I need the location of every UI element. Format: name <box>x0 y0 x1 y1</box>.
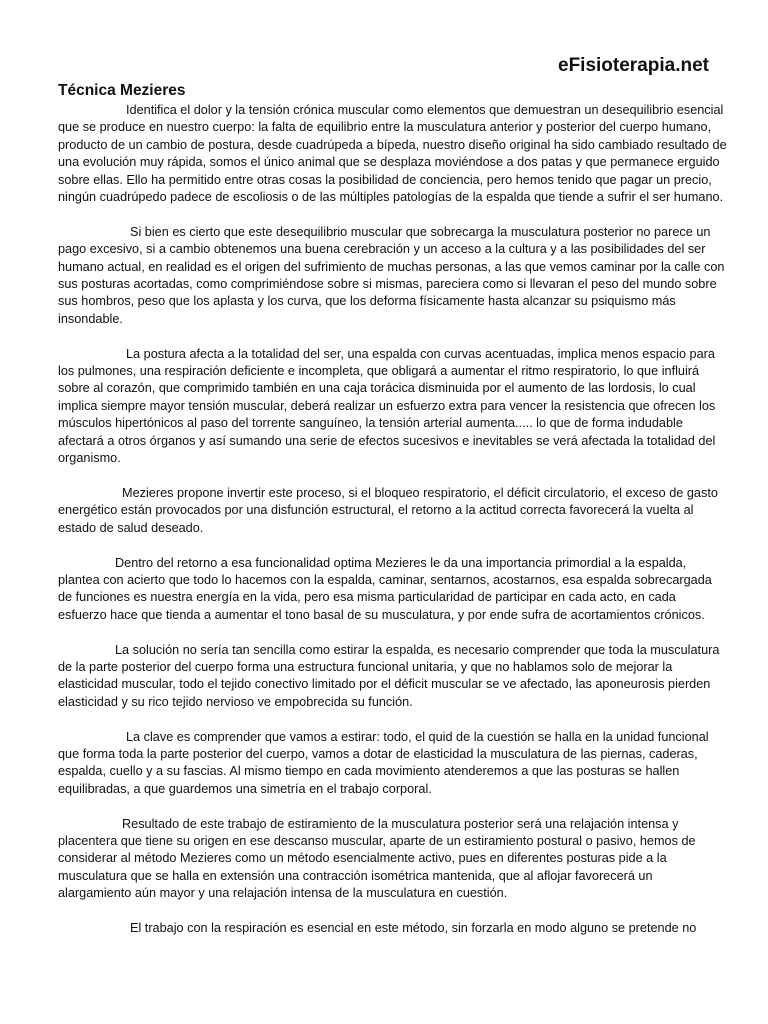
document-body <box>58 102 728 955</box>
paragraph-2: Si bien es cierto que este desequilibrio muscular que sobrecarga la musculatura posterior no parece un pago excesivo, si a cambio obtenemos una buena cerebración y un acceso a la cultura y a las posibilidades del ser humano actual, en realidad es el origen del sufrimiento de muchas personas, a las que vemos caminar por la calle con sus posturas acortadas, como comprimiéndose sobre si mismas, pareciera como si llevaran el peso del mundo sobre sus hombros, peso que los aplasta y los curva, que los deforma físicamente hasta alcanzar su psiquismo más insondable. <box>58 224 725 326</box>
paragraph-6: La solución no sería tan sencilla como estirar la espalda, es necesario comprender que toda la musculatura de la parte posterior del cuerpo forma una estructura funcional unitaria, y que no hablamos solo de mejorar la elasticidad muscular, todo el tejido conectivo limitado por el déficit muscular se ve afectado, las aponeurosis pierden elasticidad y su rico tejido nervioso ve empobrecida su función. <box>58 642 720 709</box>
paragraph-5: Dentro del retorno a esa funcionalidad optima Mezieres le da una importancia primordial a la espalda, plantea con acierto que todo lo hacemos con la espalda, caminar, sentarnos, acostarnos, esa espalda sobrecargada de funciones es nuestra energía en la vida, pero esa misma particularidad de participar en cada acto, en cada esfuerzo hace que tienda a aumentar el tono basal de su musculatura, y por ende sufra de acortamientos crónicos. <box>58 555 712 622</box>
document-title: Técnica Mezieres <box>58 82 186 99</box>
paragraph-3: La postura afecta a la totalidad del ser, una espalda con curvas acentuadas, implica menos espacio para los pulmones, una respiración deficiente e incompleta, que obligará a aumentar el ritmo respiratorio, lo que influirá sobre al corazón, que comprimido también en una caja torácica disminuida por el aumento de las lordosis, lo cual implica siempre mayor tensión muscular, deberá realizar un esfuerzo extra para vencer la resistencia que ofrecen los músculos hipertónicos al paso del torrente sanguíneo, la tensión arterial aumenta..... lo que de forma indudable afectará a otros órganos y así sumando una serie de efectos sucesivos e inevitables se verá afectada la totalidad del organismo. <box>58 346 716 466</box>
paragraph-4: Mezieres propone invertir este proceso, si el bloqueo respiratorio, el déficit circulatorio, el exceso de gasto energético están provocados por una disfunción estructural, el retorno a la actitud correcta favorecerá la vuelta al estado de salud deseado. <box>58 485 718 535</box>
site-name: eFisioterapia.net <box>558 55 709 76</box>
paragraph-9: El trabajo con la respiración es esencial en este método, sin forzarla en modo alguno se pretende no <box>130 920 697 935</box>
paragraph-1: Identifica el dolor y la tensión crónica muscular como elementos que demuestran un desequilibrio esencial que se produce en nuestro cuerpo: la falta de equilibrio entre la musculatura anterior y posterior del cuerpo humano, producto de un cambio de postura, desde cuadrúpeda a bípeda, nuestro diseño original ha sido cambiado resultado de una evolución muy rápida, somos el único animal que se desplaza moviéndose a dos patas y que permanece erguido sobre ellas. Ello ha permitido entre otras cosas la posibilidad de conciencia, pero hemos tenido que pagar un precio, ningún cuadrúpedo padece de escoliosis o de las múltiples patologías de la espalda que tiende a sufrir el ser humano. <box>58 103 727 205</box>
paragraph-7: La clave es comprender que vamos a estirar: todo, el quid de la cuestión se halla en la unidad funcional que forma toda la parte posterior del cuerpo, vamos a dotar de elasticidad la musculatura de las piernas, caderas, espalda, cuello y a su fascias. Al mismo tiempo en cada movimiento atenderemos a que las posturas se hallen equilibradas, a que guardemos una simetría en el trabajo corporal. <box>58 729 709 796</box>
paragraph-8: Resultado de este trabajo de estiramiento de la musculatura posterior será una relajación intensa y placentera que tiene su origen en ese descanso muscular, aparte de un estiramiento postural o pasivo, hemos de considerar al método Mezieres como un método esencialmente activo, pues en diferentes posturas pide a la musculatura que se halla en extensión una contracción isométrica mantenida, que al aflojar favorecerá un alargamiento aún mayor y una relajación intensa de la musculatura en cuestión. <box>58 816 696 901</box>
